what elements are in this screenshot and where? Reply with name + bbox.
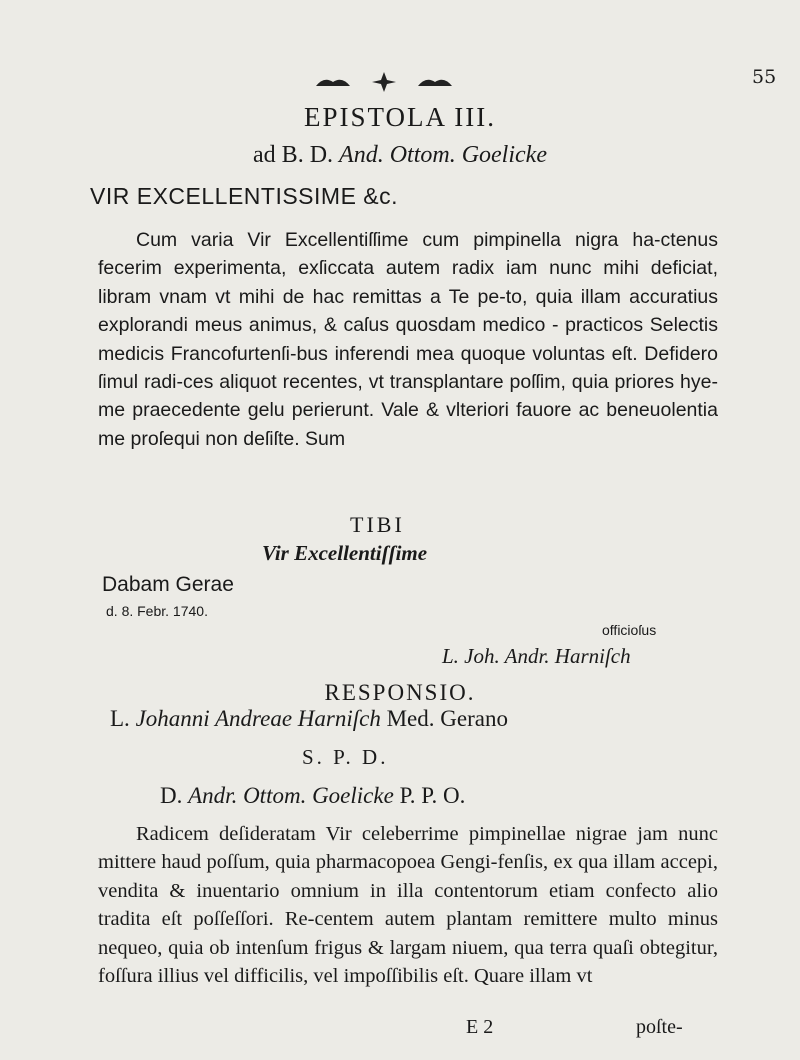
sender-signature: L. Joh. Andr. Harniſch: [442, 644, 631, 668]
address-prefix: ad B. D.: [253, 142, 334, 168]
page-number: 55: [752, 66, 777, 88]
date-line-place: Dabam Gerae: [102, 573, 234, 596]
letter-title: EPISTOLA III.: [304, 102, 496, 132]
left-fleuron-icon: [314, 74, 352, 90]
closing-tibi: TIBI: [350, 512, 405, 537]
letter-address: [0, 142, 800, 169]
date-line-day: d. 8. Febr. 1740.: [106, 603, 208, 619]
sender-name: Andr. Ottom. Goelicke: [188, 783, 394, 808]
center-star-icon: [371, 71, 397, 93]
response-body: Radicem deſideratam Vir celeberrime pimpinellae nigrae jam nunc mittere haud poſſum, quia pharmacopoea Gengi-fenſis, ex qua illam accepi, vendita & inuentario omnium in illa contentorum etiam confecto alio tradita eſt poſſeſſori. Re-centem autem plantam remittere multo minus nequeo, quia ob intenſum frigus & largam niuem, qua terra quaſi obtegitur, foſſura illius vel difficilis, vel impoſſibilis eſt. Quare illam vt: [98, 823, 718, 988]
closing-title: Vir Excellentiſſime: [262, 541, 428, 565]
header-ornament: [314, 70, 454, 94]
letter-body: Cum varia Vir Excellentiſſime cum pimpinella nigra ha-ctenus fecerim experimenta, exſiccata autem radix iam nunc mihi deficiat, libram vnam vt mihi de hac remittas a Te pe-to, quia illam accuratius explorandi meus animus, & caſus quosdam medico - practicos Selectis medicis Francofurtenſi-bus inferendi mea quoque voluntas eſt. Defidero ſimul radi-ces aliquot recentes, vt transplantare poſſim, quia priores hye-me praecedente gelu perierunt. Vale & vlteriori fauore ac beneuolentia me proſequi non deſiſte. Sum: [98, 229, 718, 450]
sender-prefix: D.: [160, 783, 183, 808]
address-name: And. Ottom. Goelicke: [339, 142, 547, 168]
response-heading: RESPONSIO.: [324, 680, 476, 705]
response-greeting: S. P. D.: [302, 745, 389, 769]
recipient-name: Johanni Andreae Harniſch: [135, 706, 381, 731]
catchword: poſte-: [636, 1016, 683, 1038]
response-recipient: [110, 706, 508, 732]
response-sender: [160, 783, 465, 809]
right-fleuron-icon: [416, 74, 454, 90]
signature-mark: E 2: [466, 1016, 494, 1038]
recipient-prefix: L.: [110, 706, 130, 731]
salutation: VIR EXCELLENTISSIME &c.: [90, 183, 399, 209]
recipient-suffix: Med. Gerano: [386, 706, 508, 731]
sender-suffix: P. P. O.: [399, 783, 466, 808]
signoff: officioſus: [602, 622, 657, 638]
